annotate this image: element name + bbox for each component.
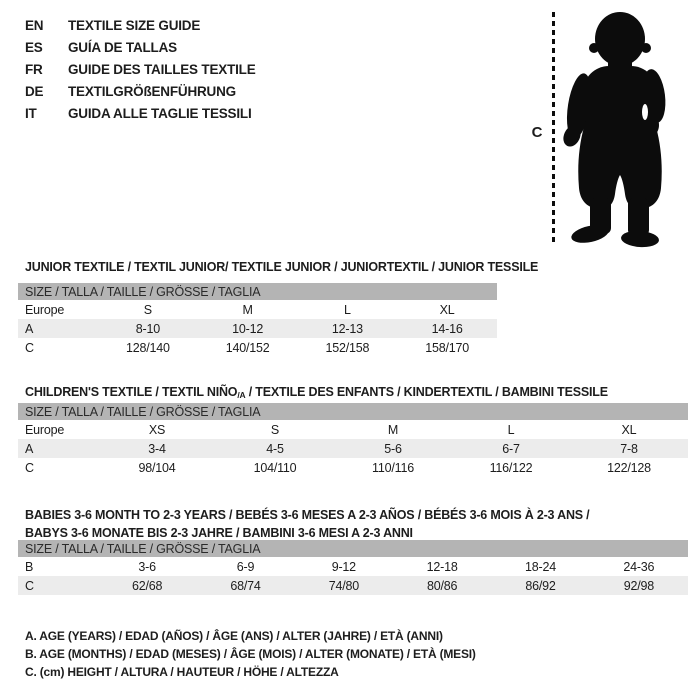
value-cell: 86/92 bbox=[525, 578, 556, 593]
language-code: ES bbox=[25, 39, 43, 55]
row-label-cell: Europe bbox=[25, 422, 65, 437]
language-list bbox=[25, 14, 256, 124]
table-row-europe bbox=[18, 300, 497, 319]
babies-title-line2: BABYS 3-6 MONATE BIS 2-3 JAHRE / BAMBINI 3-6 MESI A 2-3 ANNI bbox=[25, 525, 413, 540]
children-title-rest: / TEXTILE DES ENFANTS / KINDERTEXTIL / BAMBINI TESSILE bbox=[245, 385, 608, 400]
value-cell: 92/98 bbox=[623, 578, 654, 593]
value-cell: 24-36 bbox=[623, 559, 655, 574]
value-cell: 152/158 bbox=[325, 340, 370, 355]
value-cell: XS bbox=[148, 422, 166, 437]
value-cell: 74/80 bbox=[328, 578, 359, 593]
language-row bbox=[25, 102, 256, 124]
value-cell: 98/104 bbox=[138, 460, 176, 475]
language-label: GUIDE DES TAILLES TEXTILE bbox=[68, 61, 256, 77]
children-title-text: CHILDREN'S TEXTILE / TEXTIL NIÑO bbox=[25, 385, 238, 400]
value-cell: 128/140 bbox=[125, 340, 170, 355]
language-row bbox=[25, 58, 256, 80]
table-row-height bbox=[18, 458, 688, 477]
language-code: IT bbox=[25, 105, 37, 121]
table-header: SIZE / TALLA / TAILLE / GRÖSSE / TAGLIA bbox=[18, 403, 688, 420]
value-cell: 122/128 bbox=[607, 460, 651, 475]
table-row-age bbox=[18, 319, 497, 338]
junior-size-table bbox=[18, 283, 497, 357]
value-cell: 110/116 bbox=[372, 460, 414, 475]
language-code: FR bbox=[25, 61, 43, 77]
value-cell: 62/68 bbox=[132, 578, 163, 593]
value-cell: 104/110 bbox=[253, 460, 297, 475]
value-cell: 10-12 bbox=[232, 321, 264, 336]
value-cell: XL bbox=[621, 422, 637, 437]
row-label-cell: A bbox=[25, 441, 34, 456]
children-title-subscript: /A bbox=[237, 390, 246, 401]
value-cell: M bbox=[387, 422, 399, 437]
table-row-europe bbox=[18, 420, 688, 439]
row-label-cell: A bbox=[25, 321, 34, 336]
row-label-cell: Europe bbox=[25, 302, 65, 317]
language-row bbox=[25, 80, 256, 102]
language-code: DE bbox=[25, 83, 44, 99]
language-row bbox=[25, 14, 256, 36]
language-label: TEXTILE SIZE GUIDE bbox=[68, 17, 201, 33]
row-label-cell: C bbox=[25, 578, 34, 593]
table-row-height bbox=[18, 576, 688, 595]
value-cell: S bbox=[270, 422, 280, 437]
table-row-height bbox=[18, 338, 497, 357]
row-label-cell: B bbox=[25, 559, 34, 574]
junior-section-title bbox=[25, 259, 538, 277]
language-label: TEXTILGRÖßENFÜHRUNG bbox=[68, 83, 236, 99]
legend-line-b: B. AGE (MONTHS) / EDAD (MESES) / ÂGE (MOIS) / ALTER (MONATE) / ETÀ (MESI) bbox=[25, 647, 476, 661]
language-label: GUÍA DE TALLAS bbox=[68, 39, 177, 55]
row-label-cell: C bbox=[25, 340, 34, 355]
child-silhouette-icon bbox=[558, 8, 673, 248]
babies-section-title bbox=[25, 507, 665, 542]
value-cell: 7-8 bbox=[620, 441, 638, 456]
language-row bbox=[25, 36, 256, 58]
babies-title-line1: BABIES 3-6 MONTH TO 2-3 YEARS / BEBÉS 3-6 MESES A 2-3 AÑOS / BÉBÉS 3-6 MOIS À 2-3 ANS / bbox=[25, 508, 590, 523]
height-measure-label: C bbox=[531, 124, 543, 141]
value-cell: 4-5 bbox=[266, 441, 284, 456]
value-cell: 68/74 bbox=[230, 578, 261, 593]
table-row-age bbox=[18, 439, 688, 458]
value-cell: 3-4 bbox=[148, 441, 166, 456]
value-cell: XL bbox=[439, 302, 455, 317]
value-cell: 6-7 bbox=[502, 441, 520, 456]
value-cell: 80/86 bbox=[427, 578, 458, 593]
legend bbox=[25, 627, 476, 681]
value-cell: 5-6 bbox=[384, 441, 402, 456]
value-cell: 6-9 bbox=[236, 559, 255, 574]
value-cell: 12-18 bbox=[426, 559, 458, 574]
value-cell: M bbox=[242, 302, 253, 317]
children-section-title bbox=[25, 384, 608, 405]
value-cell: L bbox=[343, 302, 351, 317]
legend-line-c: C. (cm) HEIGHT / ALTURA / HAUTEUR / HÖHE / ALTEZZA bbox=[25, 665, 339, 679]
language-label: GUIDA ALLE TAGLIE TESSILI bbox=[68, 105, 252, 121]
value-cell: 9-12 bbox=[331, 559, 356, 574]
table-row-months bbox=[18, 557, 688, 576]
value-cell: 116/122 bbox=[489, 460, 533, 475]
children-size-table bbox=[18, 403, 688, 477]
height-measure-line bbox=[552, 12, 555, 242]
value-cell: S bbox=[143, 302, 152, 317]
babies-size-table bbox=[18, 540, 688, 595]
table-header: SIZE / TALLA / TAILLE / GRÖSSE / TAGLIA bbox=[18, 540, 688, 557]
table-header: SIZE / TALLA / TAILLE / GRÖSSE / TAGLIA bbox=[18, 283, 497, 300]
row-label-cell: C bbox=[25, 460, 34, 475]
legend-line-a: A. AGE (YEARS) / EDAD (AÑOS) / ÂGE (ANS) / ALTER (JAHRE) / ETÀ (ANNI) bbox=[25, 629, 443, 643]
value-cell: 14-16 bbox=[431, 321, 463, 336]
value-cell: 8-10 bbox=[135, 321, 160, 336]
junior-title-text: JUNIOR TEXTILE / TEXTIL JUNIOR/ TEXTILE JUNIOR / JUNIORTEXTIL / JUNIOR TESSILE bbox=[25, 260, 539, 275]
value-cell: 18-24 bbox=[525, 559, 556, 574]
language-code: EN bbox=[25, 17, 44, 33]
value-cell: 158/170 bbox=[425, 340, 470, 355]
value-cell: 3-6 bbox=[138, 559, 156, 574]
value-cell: L bbox=[507, 422, 515, 437]
value-cell: 12-13 bbox=[331, 321, 363, 336]
value-cell: 140/152 bbox=[225, 340, 270, 355]
